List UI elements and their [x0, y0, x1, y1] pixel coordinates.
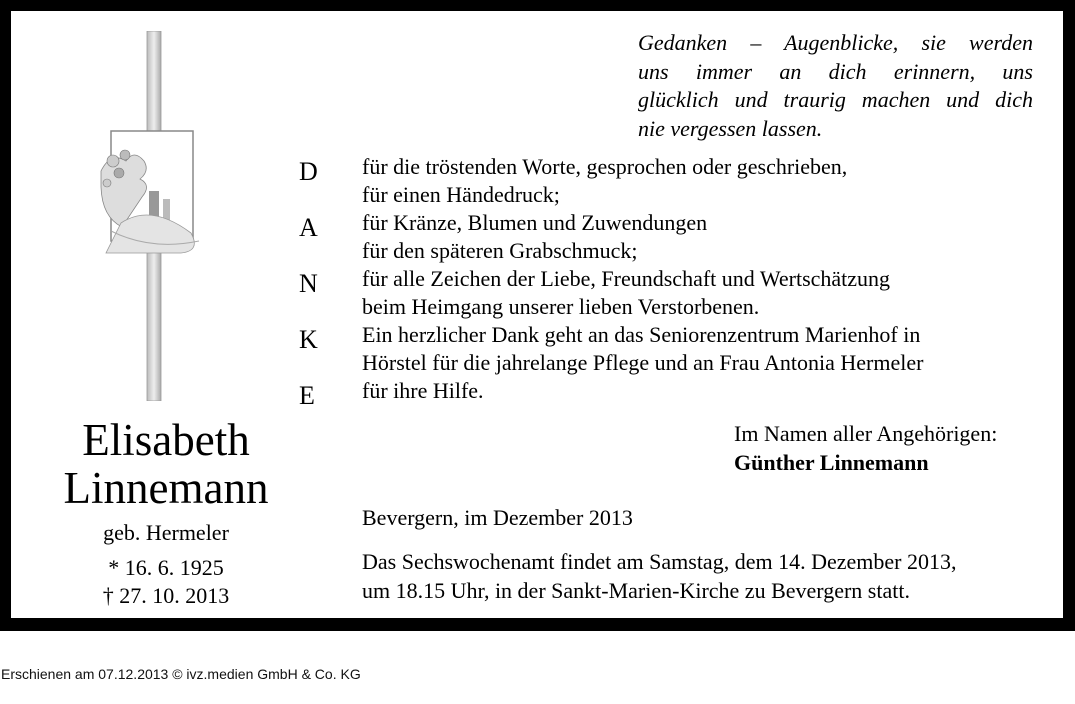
danke-letter: K [299, 325, 318, 354]
thanks-line: Ein herzlicher Dank geht an das Seniorenzentrum Marienhof in [362, 322, 921, 347]
poem-quote [638, 29, 1033, 143]
poem-line: glücklich und traurig machen und dich [638, 87, 1033, 112]
thanks-line: für den späteren Grabschmuck; [362, 238, 638, 263]
danke-letter: A [299, 213, 318, 242]
mass-line: Das Sechswochenamt findet am Samstag, dem 14. Dezember 2013, [362, 549, 957, 574]
signature-block [734, 419, 997, 477]
mass-announcement [362, 547, 956, 605]
thanks-line: für einen Händedruck; [362, 182, 560, 207]
signer-name: Günther Linnemann [734, 450, 929, 475]
life-dates [31, 554, 301, 610]
thanks-line: Hörstel für die jahrelange Pflege und an Frau Antonia Hermeler [362, 350, 924, 375]
danke-vertical [299, 157, 339, 437]
signature-intro: Im Namen aller Angehörigen: [734, 421, 998, 446]
thanks-text [362, 153, 1042, 405]
thanks-line: für alle Zeichen der Liebe, Freundschaft und Wertschätzung [362, 266, 891, 291]
danke-letter: D [299, 157, 318, 186]
birth-date: * 16. 6. 1925 [108, 555, 224, 580]
thanks-line: beim Heimgang unserer lieben Verstorbenen. [362, 294, 760, 319]
publication-footer: Erschienen am 07.12.2013 © ivz.medien GmbH & Co. KG [1, 666, 361, 682]
cross-illustration [91, 31, 211, 401]
poem-line: uns immer an dich erinnern, uns [638, 58, 1033, 84]
danke-letter: E [299, 381, 315, 410]
deceased-last-name: Linnemann [63, 463, 269, 513]
mass-line: um 18.15 Uhr, in der Sankt-Marien-Kirche zu Bevergern statt. [362, 578, 910, 603]
place-date: Bevergern, im Dezember 2013 [362, 505, 633, 530]
danke-letter: N [299, 269, 318, 298]
poem-line: nie vergessen lassen. [638, 115, 823, 141]
deceased-info [31, 416, 301, 610]
thanks-line: für die tröstenden Worte, gesprochen oder geschrieben, [362, 154, 848, 179]
notice-inner [11, 11, 1063, 618]
deceased-maiden-name: geb. Hermeler [103, 520, 229, 545]
death-date: † 27. 10. 2013 [102, 583, 230, 608]
deceased-first-name: Elisabeth [82, 415, 250, 465]
thanks-line: für Kränze, Blumen und Zuwendungen [362, 210, 708, 235]
thanks-line: für ihre Hilfe. [362, 378, 484, 403]
poem-line: Gedanken – Augenblicke, sie werden [638, 30, 1033, 55]
